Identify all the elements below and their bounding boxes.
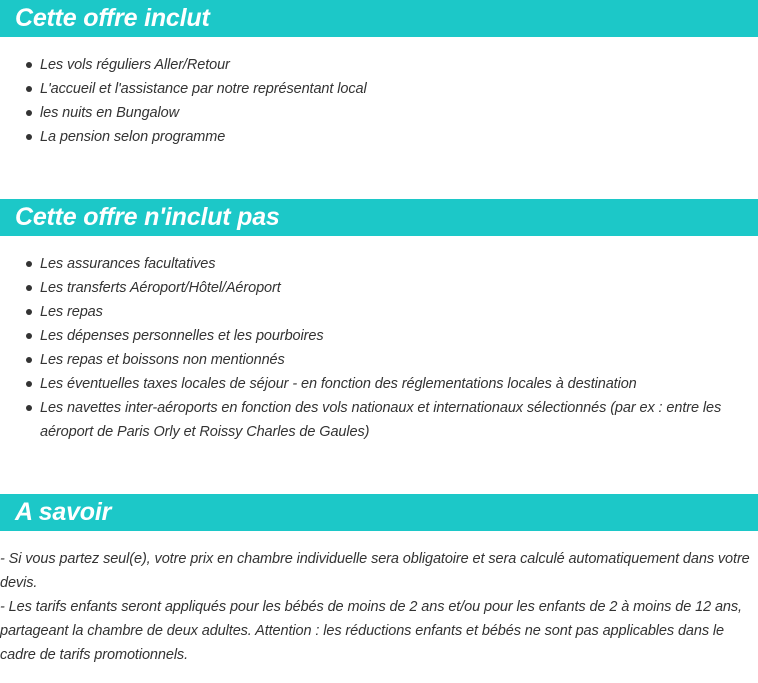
list-item: Les repas [0, 300, 758, 324]
list-item: Les navettes inter-aéroports en fonction des vols nationaux et internationaux sélectionnés (par ex : entre les aéroport de Paris Orly et Roissy Charles de Gaules) [0, 396, 758, 444]
excludes-section-title: Cette offre n'inclut pas [0, 199, 758, 236]
list-item: Les dépenses personnelles et les pourboires [0, 324, 758, 348]
includes-list [0, 53, 758, 149]
list-item: Les assurances facultatives [0, 252, 758, 276]
list-item: les nuits en Bungalow [0, 101, 758, 125]
info-section-title: A savoir [0, 494, 758, 531]
list-item: Les repas et boissons non mentionnés [0, 348, 758, 372]
info-paragraph: - Si vous partez seul(e), votre prix en chambre individuelle sera obligatoire et sera calculé automatiquement dans votre devis. [0, 551, 750, 591]
info-block [0, 547, 758, 667]
list-item: L'accueil et l'assistance par notre représentant local [0, 77, 758, 101]
list-item: Les éventuelles taxes locales de séjour - en fonction des réglementations locales à destination [0, 372, 758, 396]
list-item: Les vols réguliers Aller/Retour [0, 53, 758, 77]
list-item: La pension selon programme [0, 125, 758, 149]
includes-section-title: Cette offre inclut [0, 0, 758, 37]
info-paragraph: - Les tarifs enfants seront appliqués pour les bébés de moins de 2 ans et/ou pour les enfants de 2 à moins de 12 ans, partageant la chambre de deux adultes. Attention : les réductions enfants et bébés ne sont pas applicables dans le cadre de tarifs promotionnels. [0, 599, 742, 663]
excludes-list [0, 252, 758, 444]
list-item: Les transferts Aéroport/Hôtel/Aéroport [0, 276, 758, 300]
